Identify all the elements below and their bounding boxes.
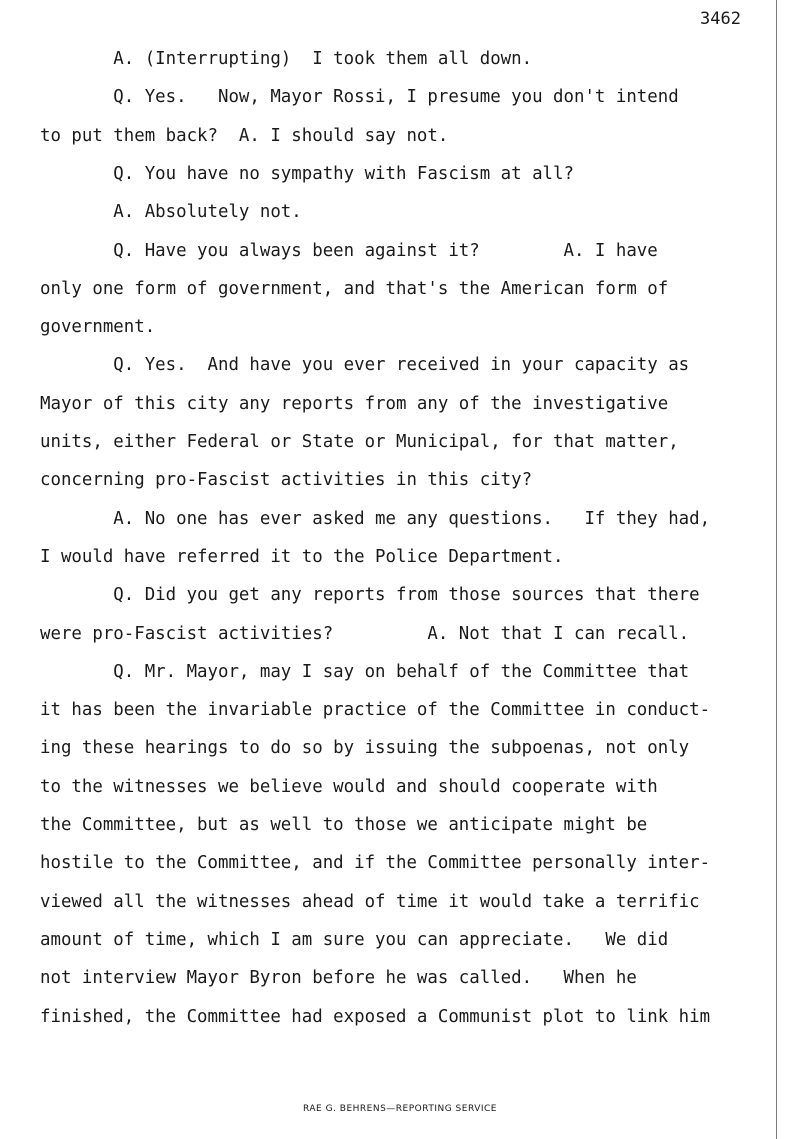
- footer-reporting-service: RAE G. BEHRENS—REPORTING SERVICE: [302, 1104, 497, 1114]
- transcript-line: Q. You have no sympathy with Fascism at all?: [40, 163, 574, 184]
- transcript-line: Q. Have you always been against it? A. I have: [40, 240, 658, 261]
- transcript-line: Q. Yes. And have you ever received in your capacity as: [40, 355, 690, 376]
- transcript-line: hostile to the Committee, and if the Committee personally inter-: [40, 853, 711, 874]
- transcript-line: not interview Mayor Byron before he was called. When he: [40, 968, 637, 989]
- transcript-line: A. (Interrupting) I took them all down.: [40, 49, 533, 69]
- right-margin-rule: [776, 0, 777, 1139]
- transcript-line: units, either Federal or State or Municipal, for that matter,: [40, 432, 679, 452]
- transcript-line: Q. Did you get any reports from those sources that there: [40, 585, 700, 606]
- transcript-line: amount of time, which I am sure you can appreciate. We did: [40, 929, 669, 950]
- transcript-line: government.: [40, 317, 156, 338]
- transcript-line: Q. Yes. Now, Mayor Rossi, I presume you don't intend: [40, 87, 679, 108]
- transcript-line: A. No one has ever asked me any questions. If they had,: [40, 508, 711, 529]
- transcript-line: only one form of government, and that's the American form of: [40, 278, 669, 299]
- transcript-line: finished, the Committee had exposed a Communist plot to link him: [40, 1006, 711, 1027]
- transcript-line: to the witnesses we believe would and should cooperate with: [40, 776, 658, 797]
- transcript-line: A. Absolutely not.: [40, 202, 302, 223]
- transcript-line: it has been the invariable practice of the Committee in conduct-: [40, 700, 711, 721]
- transcript-line: Mayor of this city any reports from any of the investigative: [40, 393, 669, 414]
- transcript-line: I would have referred it to the Police Department.: [40, 546, 564, 567]
- page-number: 3462: [700, 9, 741, 29]
- transcript-line: the Committee, but as well to those we anticipate might be: [40, 815, 648, 835]
- transcript-line: viewed all the witnesses ahead of time it would take a terrific: [40, 891, 700, 912]
- transcript-line: were pro-Fascist activities? A. Not that I can recall.: [40, 623, 690, 644]
- transcript-line: Q. Mr. Mayor, may I say on behalf of the Committee that: [40, 661, 690, 682]
- transcript-line: to put them back? A. I should say not.: [40, 125, 449, 146]
- transcript-line: ing these hearings to do so by issuing the subpoenas, not only: [40, 738, 690, 759]
- transcript-line: concerning pro-Fascist activities in this city?: [40, 470, 533, 491]
